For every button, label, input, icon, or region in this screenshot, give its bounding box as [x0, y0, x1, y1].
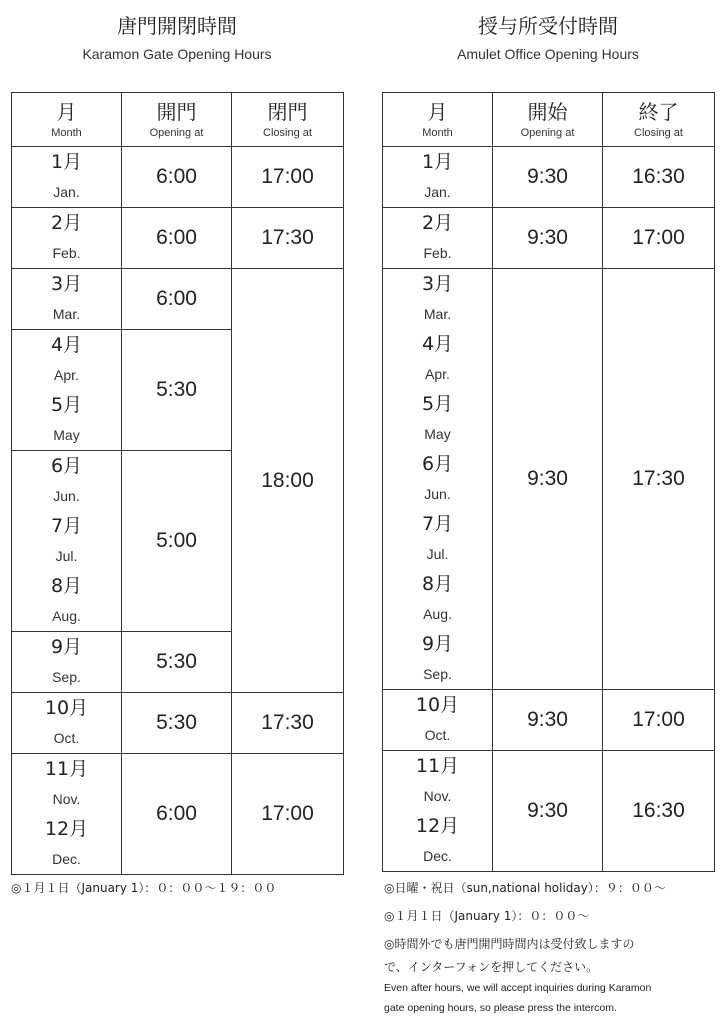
amulet-holiday-note: ◎日曜・祝日（sun,national holiday）：９：００〜 — [384, 881, 666, 895]
opening-header: 開門 Opening at — [122, 93, 232, 147]
month-cell: 4月 Apr. 5月 May — [12, 330, 122, 451]
table-row — [12, 147, 344, 208]
month-cell: 1月 Jan. — [383, 147, 493, 208]
table-row — [383, 269, 715, 690]
opening-time: 5:30 — [122, 693, 232, 754]
closing-time: 17:00 — [603, 208, 715, 269]
table-row — [383, 751, 715, 872]
month-cell: 11月 Nov. 12月 Dec. — [383, 751, 493, 872]
opening-time: 9:30 — [493, 751, 603, 872]
month-cell: 1月 Jan. — [12, 147, 122, 208]
table-row — [12, 208, 344, 269]
amulet-after-hours-note-en-line2: gate opening hours, so please press the intercom. — [384, 1002, 617, 1014]
closing-time: 17:00 — [232, 754, 344, 875]
opening-time: 5:00 — [122, 451, 232, 632]
opening-time: 9:30 — [493, 690, 603, 751]
opening-time: 6:00 — [122, 208, 232, 269]
month-cell: 2月 Feb. — [383, 208, 493, 269]
amulet-new-year-note: ◎１月１日（January 1）：０：００〜 — [384, 909, 590, 923]
table-header-row — [383, 93, 715, 147]
amulet-title-jp: 授与所受付時間 — [478, 14, 618, 38]
closing-time: 17:00 — [232, 147, 344, 208]
opening-header: 開始 Opening at — [493, 93, 603, 147]
month-header: 月 Month — [12, 93, 122, 147]
opening-time: 9:30 — [493, 208, 603, 269]
table-row — [12, 754, 344, 875]
table-row — [383, 690, 715, 751]
month-cell: 11月 Nov. 12月 Dec. — [12, 754, 122, 875]
opening-time: 9:30 — [493, 269, 603, 690]
closing-time: 17:30 — [232, 693, 344, 754]
opening-time: 9:30 — [493, 147, 603, 208]
opening-time: 5:30 — [122, 330, 232, 451]
amulet-after-hours-note-line1: ◎時間外でも唐門開門時間内は受付致しますの — [384, 937, 635, 951]
opening-time: 6:00 — [122, 147, 232, 208]
gate-new-year-note: ◎１月１日（January 1）：０：００〜１９：００ — [11, 881, 277, 895]
month-cell: 6月 Jun. 7月 Jul. 8月 Aug. — [12, 451, 122, 632]
amulet-title-en: Amulet Office Opening Hours — [457, 46, 639, 62]
opening-time: 5:30 — [122, 632, 232, 693]
closing-time: 16:30 — [603, 751, 715, 872]
table-header-row — [12, 93, 344, 147]
closing-time: 18:00 — [232, 269, 344, 693]
amulet-hours-table — [382, 92, 715, 872]
gate-title-en: Karamon Gate Opening Hours — [82, 46, 272, 62]
table-row — [12, 693, 344, 754]
month-header: 月 Month — [383, 93, 493, 147]
closing-time: 17:30 — [603, 269, 715, 690]
month-cell: 10月 Oct. — [12, 693, 122, 754]
table-row — [383, 147, 715, 208]
month-cell: 2月 Feb. — [12, 208, 122, 269]
amulet-after-hours-note-line2: で、インターフォンを押してください。 — [384, 960, 599, 974]
closing-time: 16:30 — [603, 147, 715, 208]
gate-title-jp: 唐門開閉時間 — [117, 14, 237, 38]
closing-header: 閉門 Closing at — [232, 93, 344, 147]
table-row — [383, 208, 715, 269]
gate-hours-table — [11, 92, 344, 875]
closing-header: 終了 Closing at — [603, 93, 715, 147]
month-cell: 9月 Sep. — [12, 632, 122, 693]
amulet-after-hours-note-en-line1: Even after hours, we will accept inquiries during Karamon — [384, 982, 652, 994]
month-cell: 3月 Mar. 4月 Apr. 5月 May 6月 Jun. 7月 Jul. 8月 Aug. 9月 Sep. — [383, 269, 493, 690]
table-row — [12, 269, 344, 330]
closing-time: 17:30 — [232, 208, 344, 269]
closing-time: 17:00 — [603, 690, 715, 751]
opening-time: 6:00 — [122, 754, 232, 875]
opening-time: 6:00 — [122, 269, 232, 330]
month-cell: 3月 Mar. — [12, 269, 122, 330]
month-cell: 10月 Oct. — [383, 690, 493, 751]
